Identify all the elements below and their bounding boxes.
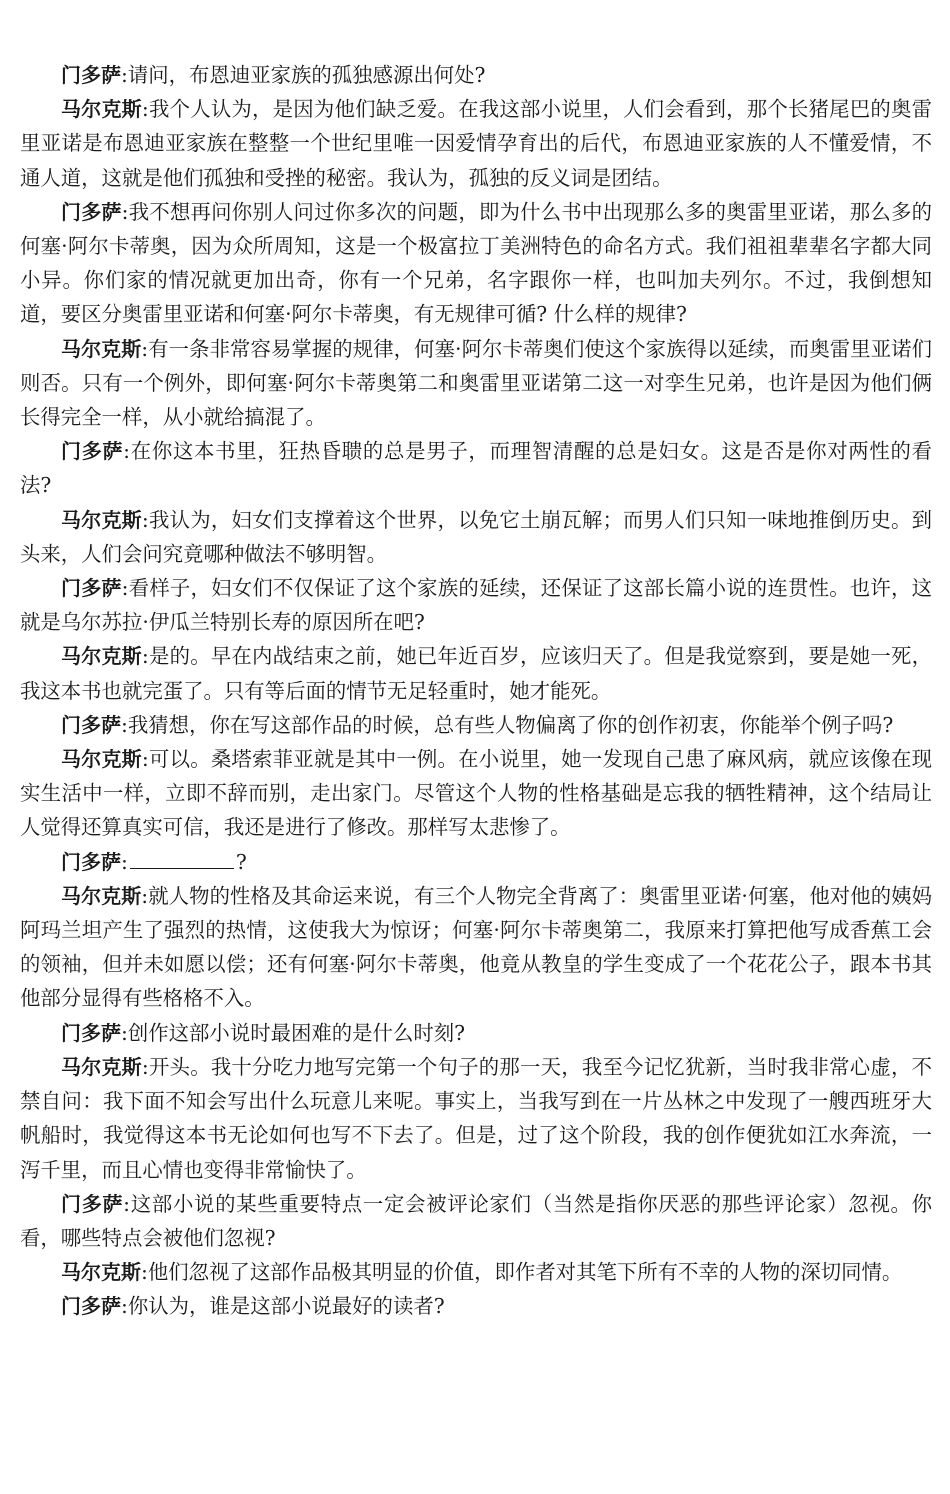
speaker-name: 马尔克斯 — [61, 747, 142, 772]
dialogue-paragraph — [20, 742, 932, 845]
dialogue-text: ? — [235, 849, 247, 874]
dialogue-text: 我不想再问你别人问过你多次的问题，即为什么书中出现那么多的奥雷里亚诺，那么多的何塞·阿尔卡蒂奥，因为众所周知，这是一个极富拉丁美洲特色的命名方式。我们祖祖辈辈名字都大同小异。你们家的情况就更加出奇，你有一个兄弟，名字跟你一样，也叫加夫列尔。不过，我倒想知道，要区分奥雷里亚诺和何塞·阿尔卡蒂奥，有无规律可循? 什么样的规律? — [20, 199, 933, 327]
speaker-separator: : — [141, 1054, 149, 1079]
dialogue-paragraph — [20, 332, 932, 435]
speaker-separator: : — [121, 1294, 128, 1319]
dialogue-text: 你认为，谁是这部小说最好的读者? — [127, 1294, 445, 1319]
dialogue-text: 创作这部小说时最困难的是什么时刻? — [127, 1020, 466, 1045]
speaker-name: 马尔克斯 — [61, 644, 142, 669]
dialogue-paragraph — [20, 58, 932, 92]
speaker-name: 马尔克斯 — [61, 97, 142, 122]
fill-in-blank[interactable] — [130, 848, 234, 869]
dialogue-text: 就人物的性格及其命运来说，有三个人物完全背离了：奥雷里亚诺·何塞，他对他的姨妈阿玛兰坦产生了强烈的热情，这使我大为惊讶；何塞·阿尔卡蒂奥第二，我原来打算把他写成香蕉工会的领袖，但并未如愿以偿；还有何塞·阿尔卡蒂奥，他竟从教皇的学生变成了一个花花公子，跟本书其他部分显得有些格格不入。 — [20, 883, 932, 1011]
speaker-separator: : — [141, 747, 149, 772]
speaker-name: 马尔克斯 — [61, 507, 142, 532]
speaker-separator: : — [141, 507, 149, 532]
speaker-name: 门多萨 — [61, 63, 121, 87]
dialogue-paragraph — [20, 1187, 932, 1255]
dialogue-paragraph — [20, 1255, 932, 1289]
dialogue-paragraph — [20, 195, 932, 332]
speaker-name: 马尔克斯 — [61, 883, 142, 908]
dialogue-text: 有一条非常容易掌握的规律，何塞·阿尔卡蒂奥们使这个家族得以延续，而奥雷里亚诺们则否。只有一个例外，即何塞·阿尔卡蒂奥第二和奥雷里亚诺第二这一对孪生兄弟，也许是因为他们俩长得完全一样，从小就给搞混了。 — [20, 336, 932, 430]
dialogue-text: 他们忽视了这部作品极其明显的价值，即作者对其笔下所有不幸的人物的深切同情。 — [147, 1260, 903, 1285]
speaker-separator: : — [121, 199, 129, 224]
speaker-name: 马尔克斯 — [61, 1054, 142, 1079]
speaker-separator: : — [121, 576, 129, 601]
speaker-separator: : — [141, 883, 149, 908]
dialogue-text: 在你这本书里，狂热昏聩的总是男子，而理智清醒的总是妇女。这是否是你对两性的看法? — [20, 439, 933, 498]
dialogue-paragraph — [20, 503, 932, 571]
dialogue-paragraph — [20, 639, 932, 707]
speaker-name: 门多萨 — [61, 849, 121, 874]
dialogue-text: 可以。桑塔索菲亚就是其中一例。在小说里，她一发现自己患了麻风病，就应该像在现实生活中一样，立即不辞而别，走出家门。尽管这个人物的性格基础是忘我的牺牲精神，这个结局让人觉得还算真实可信，我还是进行了修改。那样写太悲惨了。 — [20, 747, 933, 840]
dialogue-text: 是的。早在内战结束之前，她已年近百岁，应该归天了。但是我觉察到，要是她一死，我这本书也就完蛋了。只有等后面的情节无足轻重时，她才能死。 — [20, 644, 933, 703]
speaker-name: 门多萨 — [61, 199, 122, 224]
dialogue-paragraph — [20, 1289, 932, 1323]
speaker-separator: : — [123, 1191, 131, 1216]
dialogue-paragraph — [20, 845, 932, 879]
dialogue-text: 开头。我十分吃力地写完第一个句子的那一天，我至今记忆犹新，当时我非常心虚，不禁自问：我下面不知会写出什么玩意儿来呢。事实上，当我写到在一片丛林之中发现了一艘西班牙大帆船时，我觉得这本书无论如何也写不下去了。但是，过了这个阶段，我的创作便犹如江水奔流，一泻千里，而且心情也变得非常愉快了。 — [20, 1054, 933, 1182]
speaker-separator: : — [123, 439, 131, 464]
dialogue-paragraph — [20, 434, 932, 502]
dialogue-paragraph — [20, 1050, 932, 1187]
dialogue-text: 我认为，妇女们支撑着这个世界，以免它土崩瓦解；而男人们只知一味地推倒历史。到头来，人们会问究竟哪种做法不够明智。 — [20, 507, 933, 566]
dialogue-text: 我猜想，你在写这部作品的时候，总有些人物偏离了你的创作初衷，你能举个例子吗? — [127, 712, 894, 737]
dialogue-text: 看样子，妇女们不仅保证了这个家族的延续，还保证了这部长篇小说的连贯性。也许，这就是乌尔苏拉·伊瓜兰特别长寿的原因所在吧? — [20, 576, 933, 635]
speaker-separator: : — [121, 849, 128, 874]
dialogue-text: 这部小说的某些重要特点一定会被评论家们（当然是指你厌恶的那些评论家）忽视。你看，哪些特点会被他们忽视? — [20, 1191, 933, 1250]
dialogue-paragraph — [20, 92, 932, 195]
speaker-separator: : — [141, 1260, 148, 1285]
speaker-name: 门多萨 — [61, 1294, 121, 1319]
speaker-separator: : — [121, 1020, 128, 1045]
speaker-name: 马尔克斯 — [61, 336, 142, 361]
dialogue-paragraph — [20, 879, 932, 1016]
dialogue-paragraph — [20, 708, 932, 742]
speaker-name: 门多萨 — [61, 439, 124, 464]
dialogue-paragraph — [20, 1016, 932, 1050]
speaker-name: 门多萨 — [61, 712, 121, 737]
dialogue-text: 请问，布恩迪亚家族的孤独感源出何处? — [127, 63, 486, 87]
speaker-name: 门多萨 — [61, 576, 122, 601]
interview-dialogue — [20, 58, 932, 1324]
speaker-separator: : — [121, 712, 128, 737]
dialogue-text: 我个人认为，是因为他们缺乏爱。在我这部小说里，人们会看到，那个长猪尾巴的奥雷里亚诺是布恩迪亚家族在整整一个世纪里唯一因爱情孕育出的后代，布恩迪亚家族的人不懂爱情，不通人道，这就是他们孤独和受挫的秘密。我认为，孤独的反义词是团结。 — [20, 97, 933, 190]
speaker-separator: : — [121, 63, 128, 87]
speaker-separator: : — [141, 336, 149, 361]
speaker-separator: : — [141, 644, 149, 669]
speaker-separator: : — [141, 97, 149, 122]
speaker-name: 门多萨 — [61, 1020, 121, 1045]
speaker-name: 门多萨 — [61, 1191, 124, 1216]
speaker-name: 马尔克斯 — [61, 1260, 141, 1285]
dialogue-paragraph — [20, 571, 932, 639]
